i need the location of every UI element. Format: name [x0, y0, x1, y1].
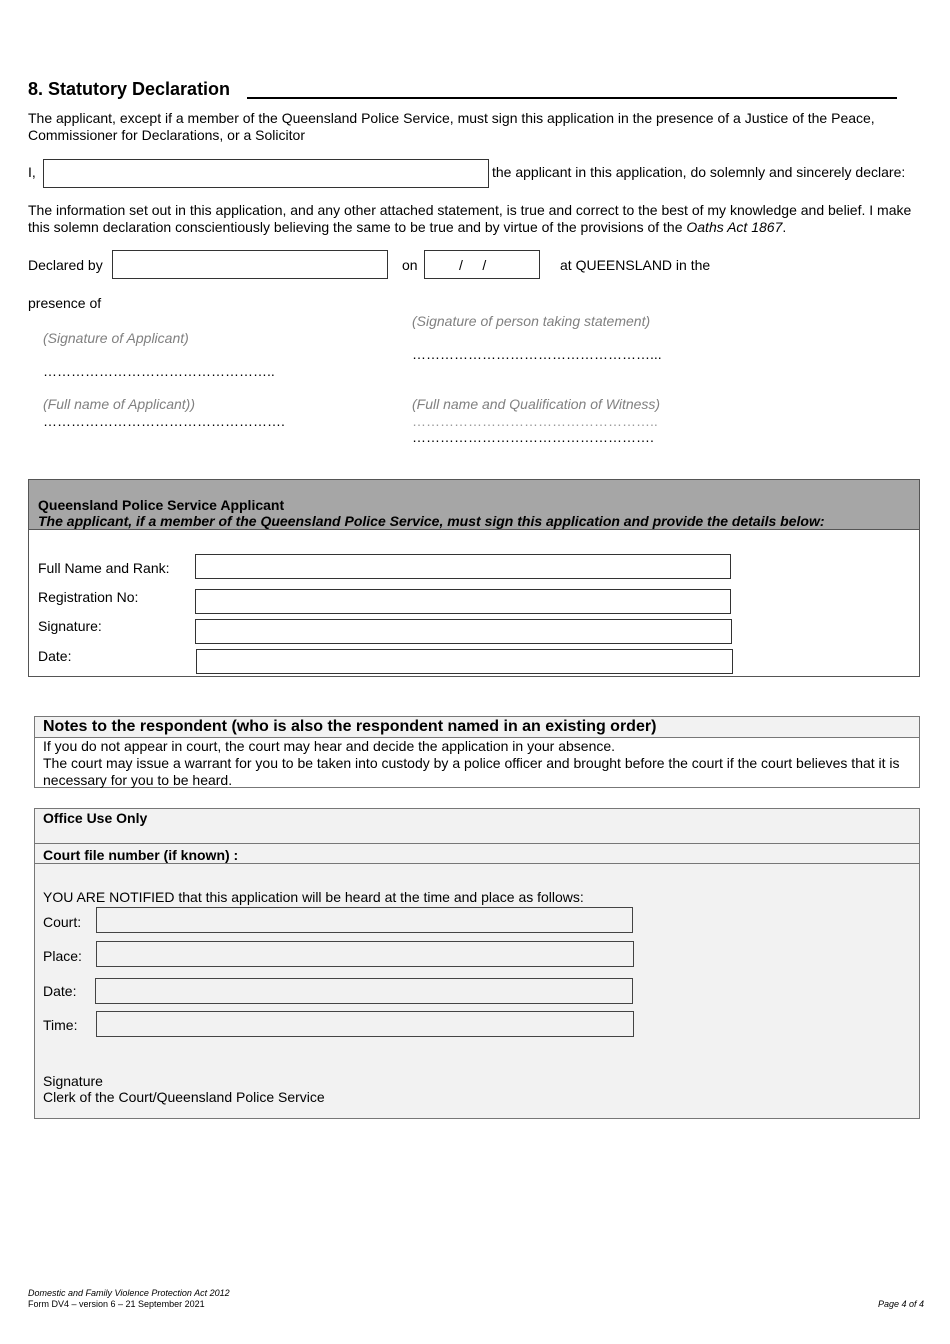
on-label: on — [402, 257, 418, 273]
office-use-heading: Office Use Only — [43, 810, 148, 826]
hearing-date-label: Date: — [43, 983, 77, 999]
title-underline — [247, 97, 897, 99]
intro-text: The applicant, except if a member of the Queensland Police Service, must sign this application in the presence of a Justice of the Peace, Commissioner for Declarations, or a Solicitor — [28, 110, 875, 143]
applicant-name-field[interactable] — [43, 159, 489, 188]
date-separator: / / — [459, 257, 487, 273]
signature-applicant-line[interactable]: ………………………………………….. — [43, 363, 275, 379]
signature-witness-line[interactable]: ……………………………………………... — [412, 346, 662, 362]
time-label: Time: — [43, 1017, 78, 1033]
signature-witness-label: (Signature of person taking statement) — [412, 313, 651, 329]
clerk-label: Clerk of the Court/Queensland Police Service — [43, 1089, 325, 1105]
i-label: I, — [28, 164, 36, 180]
hearing-date-field[interactable] — [95, 978, 633, 1004]
declare-text: the applicant in this application, do solemnly and sincerely declare: — [492, 164, 906, 180]
at-queensland-text: at QUEENSLAND in the — [560, 257, 711, 273]
notified-text: YOU ARE NOTIFIED that this application will be heard at the time and place as follows: — [43, 889, 584, 905]
name-witness-label: (Full name and Qualification of Witness) — [412, 396, 661, 412]
qps-heading: Queensland Police Service Applicant — [38, 497, 285, 513]
office-divider-2 — [35, 863, 919, 864]
notes-line-2: The court may issue a warrant for you to be taken into custody by a police officer and brought before the court if the court believes that it is necessary for you to be heard. — [43, 755, 900, 788]
office-divider-1 — [35, 843, 919, 844]
section-title: 8. Statutory Declaration — [28, 79, 231, 99]
notes-heading: Notes to the respondent (who is also the respondent named in an existing order) — [43, 718, 657, 735]
name-rank-label: Full Name and Rank: — [38, 560, 170, 576]
act-name: Oaths Act 1867 — [686, 219, 783, 235]
qps-signature-field[interactable] — [195, 619, 732, 644]
presence-of-label: presence of — [28, 295, 102, 311]
qualification-witness-line[interactable]: ……………………………………………. — [412, 429, 654, 445]
name-applicant-line[interactable]: ……………………………………………. — [43, 413, 285, 429]
qps-subheading: The applicant, if a member of the Queensland Police Service, must sign this application and provide the details below: — [38, 513, 825, 529]
qps-date-label: Date: — [38, 648, 72, 664]
place-label: Place: — [43, 948, 82, 964]
signature-applicant-label: (Signature of Applicant) — [43, 330, 189, 346]
court-file-label: Court file number (if known) : — [43, 847, 239, 863]
footer-act: Domestic and Family Violence Protection Act 2012 — [28, 1288, 230, 1298]
footer-page: Page 4 of 4 — [878, 1299, 925, 1309]
declaration-text — [28, 202, 918, 236]
name-applicant-label: (Full name of Applicant)) — [43, 396, 195, 412]
footer-form: Form DV4 – version 6 – 21 September 2021 — [28, 1299, 205, 1309]
qps-header — [29, 480, 919, 530]
declared-by-field[interactable] — [112, 250, 388, 279]
notes-header — [35, 717, 919, 738]
notes-panel — [34, 716, 920, 788]
declaration-body: The information set out in this application, and any other attached statement, is true and correct to the best of my knowledge and belief. I make this solemn declaration conscientiously believing the same to be true and by virtue of the provisions of the — [28, 202, 912, 235]
registration-label: Registration No: — [38, 589, 139, 605]
name-witness-line[interactable]: …………………………………………….. — [412, 413, 658, 429]
court-label: Court: — [43, 914, 82, 930]
signature-label: Signature — [43, 1073, 103, 1089]
declared-by-label: Declared by — [28, 257, 103, 273]
office-use-panel — [34, 808, 920, 1119]
registration-field[interactable] — [195, 589, 731, 614]
declaration-end: . — [782, 219, 787, 235]
qps-signature-label: Signature: — [38, 618, 102, 634]
declaration-date-field[interactable] — [424, 250, 540, 279]
qps-applicant-panel — [28, 479, 920, 677]
qps-date-field[interactable] — [196, 649, 733, 674]
court-field[interactable] — [96, 907, 633, 933]
name-rank-field[interactable] — [195, 554, 731, 579]
place-field[interactable] — [96, 941, 634, 967]
notes-line-1: If you do not appear in court, the court may hear and decide the application in your absence. — [43, 738, 616, 754]
time-field[interactable] — [96, 1011, 634, 1037]
